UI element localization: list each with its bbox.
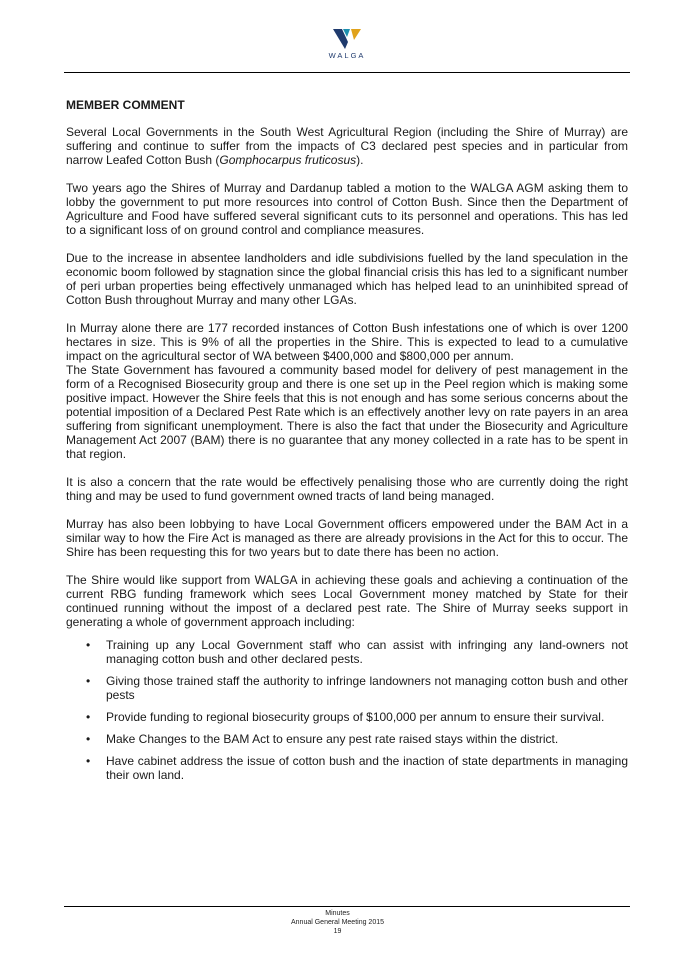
list-item xyxy=(66,754,628,782)
page-number: 19 xyxy=(333,928,342,935)
list-item xyxy=(66,674,628,702)
list-item xyxy=(66,638,628,666)
list-item-text: Provide funding to regional biosecurity groups of $100,000 per annum to ensure their survival. xyxy=(106,710,605,724)
bullet-icon: • xyxy=(86,754,91,768)
list-item-text: Giving those trained staff the authority to infringe landowners not managing cotton bush and other pests xyxy=(106,674,628,702)
paragraph-1 xyxy=(66,125,628,167)
species-name: Gomphocarpus fruticosus xyxy=(219,153,357,167)
list-item xyxy=(66,732,628,746)
logo-text: WALGA xyxy=(328,51,366,60)
paragraph-1-end: ). xyxy=(356,153,364,167)
paragraph-3: Due to the increase in absentee landholders and idle subdivisions fuelled by the land speculation in the economic boom followed by stagnation since the global financial crisis this has led to a significant number of peri urban properties being effectively unmanaged which has helped lead to an uninhibited spread of Cotton Bush throughout Murray and many other LGAs. xyxy=(66,251,628,307)
footer-meeting: Annual General Meeting 2015 xyxy=(290,919,384,926)
list-item xyxy=(66,710,628,724)
list-item-text: Have cabinet address the issue of cotton bush and the inaction of state departments in managing their own land. xyxy=(106,754,628,782)
bullet-icon: • xyxy=(86,710,91,724)
paragraph-6: It is also a concern that the rate would be effectively penalising those who are currently doing the right thing and may be used to fund government owned tracts of land being managed. xyxy=(66,475,628,503)
paragraph-8: The Shire would like support from WALGA in achieving these goals and achieving a continuation of the current RBG funding framework which sees Local Government money matched by State for their continued running without the impost of a declared pest rate. The Shire of Murray seeks support in generating a whole of government approach including: xyxy=(66,573,628,629)
bullet-icon: • xyxy=(86,638,91,652)
header-divider xyxy=(64,72,630,73)
list-item-text: Make Changes to the BAM Act to ensure any pest rate raised stays within the district. xyxy=(106,732,559,746)
footer-title: Minutes xyxy=(325,910,350,917)
section-heading: MEMBER COMMENT xyxy=(66,98,185,112)
paragraph-5: The State Government has favoured a community based model for delivery of pest management in the form of a Recognised Biosecurity group and there is one set up in the Peel region which is making some positive impact. However the Shire feels that this is not enough and has some serious concerns about the potential imposition of a Declared Pest Rate which is an effectively another levy on rate payers in an area suffering from significant unemployment. There is also the fact that under the Biosecurity and Agriculture Management Act 2007 (BAM) there is no guarantee that any money collected in a rate has to be spent in that region. xyxy=(66,363,628,461)
bullet-icon: • xyxy=(86,732,91,746)
paragraph-1-text: Several Local Governments in the South West Agricultural Region (including the Shire of Murray) are suffering and continue to suffer from the impacts of C3 declared pest species and in particular from narrow Leafed Cotton Bush ( xyxy=(66,125,628,167)
walga-logo-mark xyxy=(332,28,362,50)
footer-divider xyxy=(64,906,630,907)
page-footer xyxy=(0,909,675,936)
support-list xyxy=(66,638,628,782)
paragraph-7: Murray has also been lobbying to have Local Government officers empowered under the BAM Act in a similar way to how the Fire Act is managed as there are already provisions in the Act for this to occur. The Shire has been requesting this for two years but to date there has been no action. xyxy=(66,517,628,559)
bullet-icon: • xyxy=(86,674,91,688)
document-body xyxy=(66,98,628,790)
list-item-text: Training up any Local Government staff who can assist with infringing any land-owners not managing cotton bush and other declared pests. xyxy=(106,638,628,666)
walga-logo xyxy=(322,28,372,68)
paragraph-2: Two years ago the Shires of Murray and Dardanup tabled a motion to the WALGA AGM asking them to lobby the government to put more resources into control of Cotton Bush. Since then the Department of Agriculture and Food have suffered several significant cuts to its personnel and operations. This has led to a significant loss of on ground control and compliance measures. xyxy=(66,181,628,237)
paragraph-4: In Murray alone there are 177 recorded instances of Cotton Bush infestations one of which is over 1200 hectares in size. This is 9% of all the properties in the Shire. This is expected to lead to a cumulative impact on the agricultural sector of WA between $400,000 and $800,000 per annum. xyxy=(66,321,628,363)
